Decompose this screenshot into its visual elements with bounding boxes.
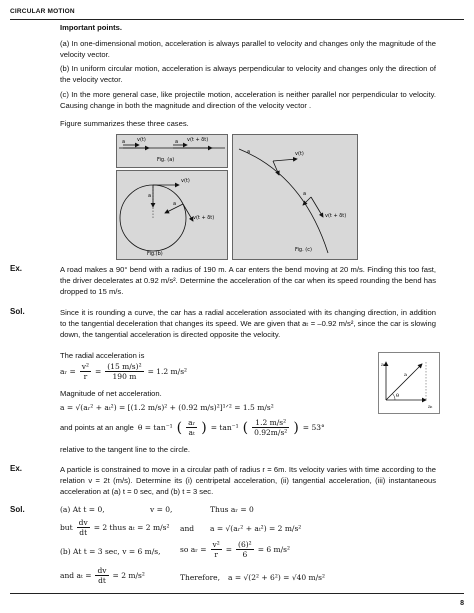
sol2-line3-fraction-1-den: r bbox=[214, 550, 218, 559]
angle-eq-1: θ = tan⁻¹ bbox=[137, 423, 173, 432]
fig-a-velocity-label-2: v(t + δt) bbox=[187, 137, 209, 143]
example-2-text: A particle is constrained to move in a circular path of radius r = 6m. Its velocity varies with time according to the relation v = 2t (m/s). Determine its (i) centripetal acceleration, (ii) tangential acceleration, (iii) instantaneous acceleration at (a) t = 0 sec, and (b) t = 3 sec. bbox=[60, 465, 436, 496]
ar-fraction-1-num: v² bbox=[81, 362, 89, 371]
sol2-line4-therefore: Therefore, bbox=[180, 573, 220, 582]
fig-b-caption: Fig.(b) bbox=[147, 251, 163, 257]
figure-b-diagram bbox=[117, 171, 227, 259]
sol2-line2-a: a = √(aᵣ² + aₜ²) = 2 m/s² bbox=[210, 524, 302, 533]
sol2-line2-fraction bbox=[77, 518, 90, 537]
solution-1-text: Since it is rounding a curve, the car has a radial acceleration associated with its changing direction, in addition to the tangential deceleration that changes its speed. We are given that aₜ = –0.92 m/s², since the car is slowing down, the tangential acceleration is directed opposite the velocity. bbox=[60, 308, 436, 339]
acceleration-vector-diagram bbox=[378, 352, 440, 414]
example-1-text: A road makes a 90° bend with a radius of 190 m. A car enters the bend moving at 20 m/s. Finding this too fast, the driver decelerates at 0.92 m/s². Determine the acceleration of the car when its speed rounding the bend has dropped to 15 m/s. bbox=[60, 265, 436, 296]
sol2-line3-so: so aᵣ = bbox=[180, 545, 207, 554]
sol2-line4-fraction-den: dt bbox=[98, 576, 106, 585]
ar-fraction-2-num: (15 m/s)² bbox=[107, 362, 142, 371]
section-header: CIRCULAR MOTION bbox=[10, 8, 75, 15]
sol2-line4-fraction-num: dv bbox=[97, 566, 107, 575]
fig-a-caption: Fig. (a) bbox=[157, 157, 175, 163]
sol2-line3-fraction-1 bbox=[211, 540, 222, 559]
sol2-line1-b: v = 0, bbox=[150, 505, 173, 514]
angle-intro: and points at an angle bbox=[60, 423, 134, 432]
fig-c-accel-label-1: a bbox=[247, 149, 251, 155]
page-number: 8 bbox=[460, 600, 464, 607]
ar-result: = 1.2 m/s² bbox=[147, 367, 188, 376]
sol2-line4 bbox=[60, 566, 145, 585]
sol2-line4-fraction bbox=[95, 566, 108, 585]
fig-c-velocity-label-2: v(t + δt) bbox=[325, 213, 347, 219]
tangent-line-note: relative to the tangent line to the circle. bbox=[60, 445, 191, 454]
example-2-label: Ex. bbox=[10, 464, 23, 473]
important-point-a: (a) In one-dimensional motion, acceleration is always parallel to velocity and changes only the magnitude of the velocity vector. bbox=[60, 39, 436, 59]
sol2-line2-at: = 2 thus aₜ = 2 m/s² bbox=[93, 523, 170, 532]
angle-fraction-1-num: aᵣ bbox=[188, 418, 196, 427]
fig-b-accel-label-2: a bbox=[173, 201, 177, 207]
angle-fraction-2 bbox=[252, 418, 289, 437]
sol2-line3-result: = 6 m/s² bbox=[257, 545, 291, 554]
ar-fraction-1 bbox=[80, 362, 91, 381]
figure-a-diagram bbox=[117, 135, 227, 167]
angle-fraction-2-den: 0.92m/s² bbox=[254, 428, 288, 437]
sol2-line4-and: and aₜ = bbox=[60, 571, 92, 580]
ar-fraction-2 bbox=[105, 362, 143, 381]
ar-lhs: aᵣ = bbox=[60, 367, 76, 376]
fig-b-velocity-label-2: v(t + δt) bbox=[193, 215, 215, 221]
sol2-line2 bbox=[60, 518, 169, 537]
angle-equation: and points at an angle θ = tan⁻¹ ( $\frac{\text{aᵣ}}{\text{aₜ}}$ ) = tan⁻¹ ( $\frac{\text{1.2 m/s²}}{\text{0.92m/s²}}$ ) = 53° bbox=[60, 418, 325, 437]
important-point-c: (c) In the more general case, like projectile motion, acceleration is neither parallel nor perpendicular to velocity. Causing change in both the magnitude and direction of the velocity vector . bbox=[60, 90, 436, 110]
diag-theta-label: θ bbox=[396, 393, 400, 399]
acceleration-vector-svg bbox=[378, 352, 440, 414]
solution-2-label: Sol. bbox=[10, 505, 25, 514]
sol2-line4-result: = 2 m/s² bbox=[112, 571, 145, 580]
sol2-line2-fraction-den: dt bbox=[79, 528, 88, 537]
fig-a-accel-label-1: a bbox=[122, 139, 126, 145]
sol2-line2-and: and bbox=[180, 524, 195, 533]
solution-1-label: Sol. bbox=[10, 307, 25, 316]
sol2-line1-c: Thus aᵣ = 0 bbox=[210, 505, 254, 514]
angle-fraction-2-num: 1.2 m/s² bbox=[252, 418, 289, 428]
diag-ar-label: aᵣ bbox=[381, 362, 386, 368]
net-accel-intro: Magnitude of net acceleration. bbox=[60, 389, 162, 398]
figure-a bbox=[116, 134, 228, 168]
radial-accel-intro: The radial acceleration is bbox=[60, 351, 145, 360]
angle-result: = 53° bbox=[302, 423, 325, 432]
diag-at-label: aₜ bbox=[428, 404, 433, 410]
sol2-line2-but: but bbox=[60, 523, 73, 532]
ar-fraction-2-den: 190 m bbox=[112, 372, 137, 381]
fig-b-accel-label-1: a bbox=[148, 193, 152, 199]
fig-c-accel-label-2: a bbox=[303, 191, 307, 197]
net-accel-equation: a = √(aᵣ² + aₜ²) = [(1.2 m/s)² + (0.92 m/s)²]¹ᐟ² = 1.5 m/s² bbox=[60, 403, 274, 412]
angle-fraction-1 bbox=[186, 418, 197, 437]
example-1-label: Ex. bbox=[10, 264, 23, 273]
fig-a-velocity-label-1: v(t) bbox=[137, 137, 146, 143]
fig-a-accel-label-2: a bbox=[175, 139, 179, 145]
sol2-line3-fraction-1-num: v² bbox=[212, 540, 220, 549]
fig-c-caption: Fig. (c) bbox=[295, 247, 312, 253]
sol2-line1-a: (a) At t = 0, bbox=[60, 505, 105, 514]
angle-fraction-1-den: aₜ bbox=[188, 428, 195, 437]
sol2-line3-fraction-2-num: (6)² bbox=[238, 540, 252, 549]
sol2-line3 bbox=[180, 540, 290, 559]
sol2-line3-fraction-2-den: 6 bbox=[242, 550, 248, 559]
radial-accel-equation: aᵣ = $\frac{\text{v²}}{r}$ = $\frac{\text{(15 m/s)²}}{190 m}$ = 1.2 m/s² bbox=[60, 362, 188, 381]
figure-summary: Figure summarizes these three cases. bbox=[60, 119, 189, 128]
sol2-line3-a: (b) At t = 3 sec, v = 6 m/s, bbox=[60, 547, 161, 556]
sol2-line2-fraction-num: dv bbox=[78, 518, 88, 527]
fig-b-velocity-label-1: v(t) bbox=[181, 178, 190, 184]
header-rule bbox=[10, 19, 464, 20]
sol2-line3-mid: = bbox=[225, 545, 233, 554]
figure-c-diagram bbox=[233, 135, 357, 259]
sol2-line4-a: a = √(2² + 6²) = √40 m/s² bbox=[228, 573, 326, 582]
figure-c bbox=[232, 134, 358, 260]
ar-fraction-1-den: r bbox=[83, 372, 88, 381]
footer-rule bbox=[10, 593, 464, 594]
fig-c-velocity-label-1: v(t) bbox=[295, 151, 304, 157]
important-title: Important points. bbox=[60, 23, 123, 32]
figure-b bbox=[116, 170, 228, 260]
sol2-line3-fraction-2 bbox=[236, 540, 254, 559]
important-point-b: (b) In uniform circular motion, acceleration is always perpendicular to velocity and changes only the direction of the velocity vector. bbox=[60, 64, 436, 84]
angle-eq-2: = tan⁻¹ bbox=[210, 423, 239, 432]
diag-a-label: a bbox=[404, 372, 407, 378]
